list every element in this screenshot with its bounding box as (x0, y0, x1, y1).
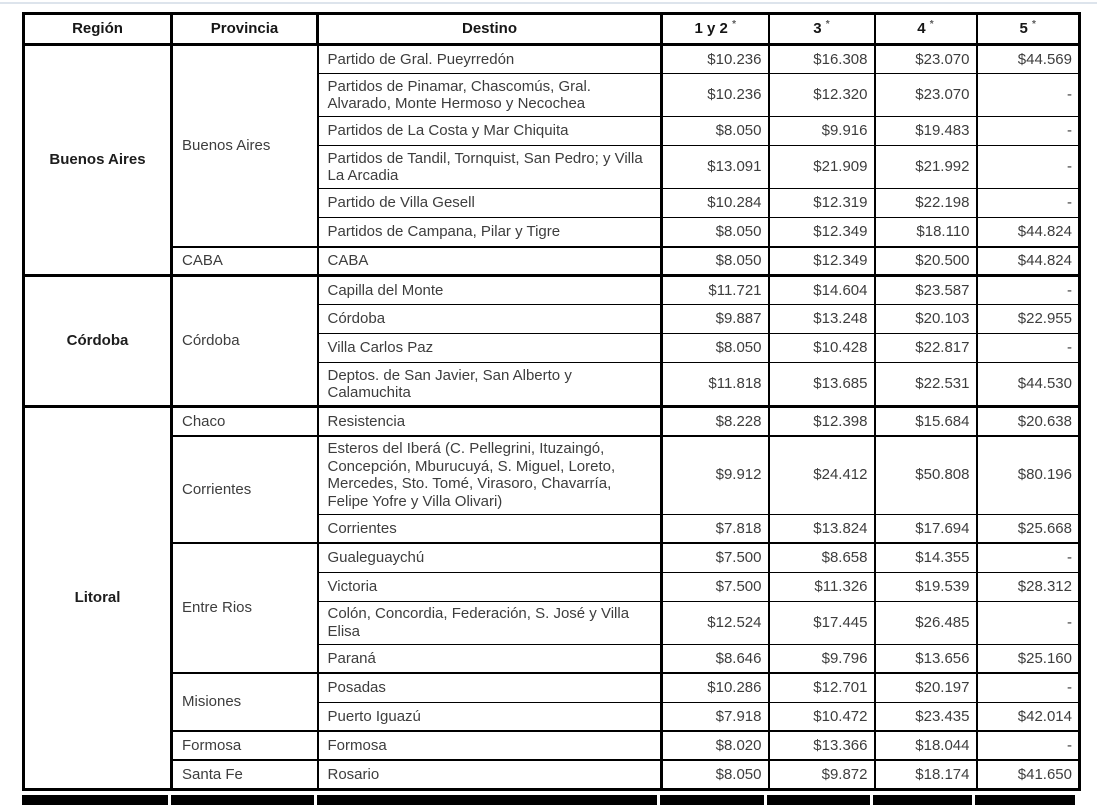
destino-cell: Córdoba (318, 305, 662, 334)
footnote-asterisk: * (732, 19, 736, 31)
price-cell-5: $80.196 (977, 436, 1080, 515)
header-row (24, 14, 1080, 45)
header-price-1y2: 1 y 2 * (662, 14, 769, 45)
price-cell-5: - (977, 601, 1080, 644)
provincia-cell: Misiones (172, 673, 318, 731)
next-section-cutoff (22, 795, 1078, 805)
price-cell-1y2: $10.236 (662, 74, 769, 117)
region-cell: Córdoba (24, 276, 172, 407)
destino-cell: Esteros del Iberá (C. Pellegrini, Ituzaingó, Concepción, Mburucuyá, S. Miguel, Loreto, Mercedes, Sto. Tomé, Virasoro, Chavarría, Felipe Yofre y Villa Olivari) (318, 436, 662, 515)
page-top-rule (0, 2, 1097, 4)
price-cell-4: $20.500 (875, 247, 977, 276)
price-cell-1y2: $9.912 (662, 436, 769, 515)
price-cell-5: $44.530 (977, 363, 1080, 407)
provincia-cell: Entre Rios (172, 543, 318, 673)
cutoff-border-segment (22, 795, 168, 805)
provincia-cell: Santa Fe (172, 760, 318, 789)
cutoff-border-segment (873, 795, 972, 805)
price-cell-5: $42.014 (977, 702, 1080, 731)
price-cell-3: $9.916 (769, 117, 875, 146)
price-cell-4: $18.044 (875, 731, 977, 760)
table-row (24, 731, 1080, 760)
region-cell: Buenos Aires (24, 45, 172, 276)
price-cell-5: - (977, 543, 1080, 572)
destino-cell: Posadas (318, 673, 662, 702)
price-cell-4: $50.808 (875, 436, 977, 515)
price-cell-5: - (977, 74, 1080, 117)
region-cell: Litoral (24, 407, 172, 790)
provincia-cell: Buenos Aires (172, 45, 318, 247)
price-cell-1y2: $10.284 (662, 189, 769, 218)
destino-cell: Partidos de Pinamar, Chascomús, Gral. Alvarado, Monte Hermoso y Necochea (318, 74, 662, 117)
price-cell-4: $23.435 (875, 702, 977, 731)
table-row (24, 760, 1080, 789)
provincia-cell: Córdoba (172, 276, 318, 407)
price-cell-4: $13.656 (875, 644, 977, 673)
price-cell-1y2: $8.050 (662, 334, 769, 363)
header-price-4: 4 * (875, 14, 977, 45)
price-cell-4: $20.103 (875, 305, 977, 334)
price-cell-4: $18.110 (875, 218, 977, 247)
header-region: Región (24, 14, 172, 45)
price-cell-3: $12.349 (769, 247, 875, 276)
price-cell-4: $23.070 (875, 74, 977, 117)
price-cell-3: $12.320 (769, 74, 875, 117)
price-cell-5: - (977, 189, 1080, 218)
price-cell-3: $8.658 (769, 543, 875, 572)
price-cell-4: $19.539 (875, 572, 977, 601)
price-cell-5: $28.312 (977, 572, 1080, 601)
price-cell-4: $15.684 (875, 407, 977, 436)
price-cell-5: $44.824 (977, 218, 1080, 247)
destino-cell: Victoria (318, 572, 662, 601)
price-cell-4: $14.355 (875, 543, 977, 572)
table-row (24, 45, 1080, 74)
cutoff-border-segment (975, 795, 1075, 805)
price-cell-4: $22.531 (875, 363, 977, 407)
price-cell-1y2: $8.050 (662, 218, 769, 247)
destino-cell: Gualeguaychú (318, 543, 662, 572)
destino-cell: Paraná (318, 644, 662, 673)
price-cell-5: - (977, 146, 1080, 189)
price-cell-5: $44.824 (977, 247, 1080, 276)
header-price-5: 5 * (977, 14, 1080, 45)
destino-cell: Rosario (318, 760, 662, 789)
table-row (24, 276, 1080, 305)
price-cell-1y2: $7.918 (662, 702, 769, 731)
price-cell-3: $16.308 (769, 45, 875, 74)
price-cell-3: $11.326 (769, 572, 875, 601)
price-cell-1y2: $11.818 (662, 363, 769, 407)
price-cell-3: $9.872 (769, 760, 875, 789)
price-cell-1y2: $8.050 (662, 247, 769, 276)
price-cell-5: - (977, 117, 1080, 146)
price-cell-4: $22.198 (875, 189, 977, 218)
price-cell-3: $12.701 (769, 673, 875, 702)
price-cell-5: $41.650 (977, 760, 1080, 789)
header-provincia: Provincia (172, 14, 318, 45)
price-cell-4: $23.070 (875, 45, 977, 74)
pricing-table-container (22, 12, 1078, 805)
price-cell-3: $9.796 (769, 644, 875, 673)
cutoff-border-segment (767, 795, 870, 805)
price-cell-3: $13.685 (769, 363, 875, 407)
table-row (24, 247, 1080, 276)
destino-cell: Deptos. de San Javier, San Alberto y Calamuchita (318, 363, 662, 407)
price-cell-5: - (977, 276, 1080, 305)
table-row (24, 673, 1080, 702)
destino-cell: Puerto Iguazú (318, 702, 662, 731)
price-cell-3: $12.398 (769, 407, 875, 436)
price-cell-3: $12.319 (769, 189, 875, 218)
price-cell-5: - (977, 673, 1080, 702)
price-cell-4: $18.174 (875, 760, 977, 789)
price-cell-1y2: $10.236 (662, 45, 769, 74)
price-cell-4: $26.485 (875, 601, 977, 644)
destino-cell: Partido de Gral. Pueyrredón (318, 45, 662, 74)
price-cell-1y2: $8.050 (662, 760, 769, 789)
price-cell-1y2: $8.020 (662, 731, 769, 760)
destino-cell: Partidos de Campana, Pilar y Tigre (318, 218, 662, 247)
price-cell-1y2: $13.091 (662, 146, 769, 189)
table-row (24, 407, 1080, 436)
cutoff-border-segment (660, 795, 764, 805)
destino-cell: Formosa (318, 731, 662, 760)
pricing-table (22, 12, 1081, 791)
price-cell-1y2: $9.887 (662, 305, 769, 334)
destino-cell: CABA (318, 247, 662, 276)
price-cell-1y2: $8.646 (662, 644, 769, 673)
footnote-asterisk: * (825, 19, 830, 31)
provincia-cell: Chaco (172, 407, 318, 436)
destino-cell: Capilla del Monte (318, 276, 662, 305)
destino-cell: Corrientes (318, 514, 662, 543)
destino-cell: Partidos de La Costa y Mar Chiquita (318, 117, 662, 146)
destino-cell: Partidos de Tandil, Tornquist, San Pedro; y Villa La Arcadia (318, 146, 662, 189)
price-cell-1y2: $8.228 (662, 407, 769, 436)
price-cell-4: $17.694 (875, 514, 977, 543)
price-cell-5: $20.638 (977, 407, 1080, 436)
price-cell-3: $10.428 (769, 334, 875, 363)
price-cell-3: $13.248 (769, 305, 875, 334)
price-cell-5: $25.160 (977, 644, 1080, 673)
price-cell-5: $44.569 (977, 45, 1080, 74)
destino-cell: Colón, Concordia, Federación, S. José y Villa Elisa (318, 601, 662, 644)
price-cell-3: $13.824 (769, 514, 875, 543)
price-cell-3: $14.604 (769, 276, 875, 305)
price-cell-4: $23.587 (875, 276, 977, 305)
table-body (24, 45, 1080, 790)
header-price-3: 3 * (769, 14, 875, 45)
table-row (24, 436, 1080, 515)
provincia-cell: CABA (172, 247, 318, 276)
price-cell-1y2: $8.050 (662, 117, 769, 146)
cutoff-border-segment (317, 795, 657, 805)
destino-cell: Villa Carlos Paz (318, 334, 662, 363)
price-cell-4: $22.817 (875, 334, 977, 363)
price-cell-1y2: $10.286 (662, 673, 769, 702)
price-cell-3: $12.349 (769, 218, 875, 247)
provincia-cell: Corrientes (172, 436, 318, 544)
price-cell-1y2: $7.500 (662, 543, 769, 572)
destino-cell: Partido de Villa Gesell (318, 189, 662, 218)
price-cell-1y2: $12.524 (662, 601, 769, 644)
cutoff-border-segment (171, 795, 314, 805)
table-row (24, 543, 1080, 572)
table-header (24, 14, 1080, 45)
price-cell-5: - (977, 334, 1080, 363)
provincia-cell: Formosa (172, 731, 318, 760)
price-cell-4: $19.483 (875, 117, 977, 146)
price-cell-1y2: $7.818 (662, 514, 769, 543)
price-cell-4: $20.197 (875, 673, 977, 702)
price-cell-3: $21.909 (769, 146, 875, 189)
price-cell-3: $17.445 (769, 601, 875, 644)
header-destino: Destino (318, 14, 662, 45)
price-cell-5: $25.668 (977, 514, 1080, 543)
price-cell-3: $10.472 (769, 702, 875, 731)
price-cell-3: $24.412 (769, 436, 875, 515)
footnote-asterisk: * (929, 19, 934, 31)
price-cell-1y2: $7.500 (662, 572, 769, 601)
destino-cell: Resistencia (318, 407, 662, 436)
price-cell-1y2: $11.721 (662, 276, 769, 305)
price-cell-4: $21.992 (875, 146, 977, 189)
footnote-asterisk: * (1032, 19, 1036, 31)
price-cell-5: $22.955 (977, 305, 1080, 334)
price-cell-5: - (977, 731, 1080, 760)
price-cell-3: $13.366 (769, 731, 875, 760)
